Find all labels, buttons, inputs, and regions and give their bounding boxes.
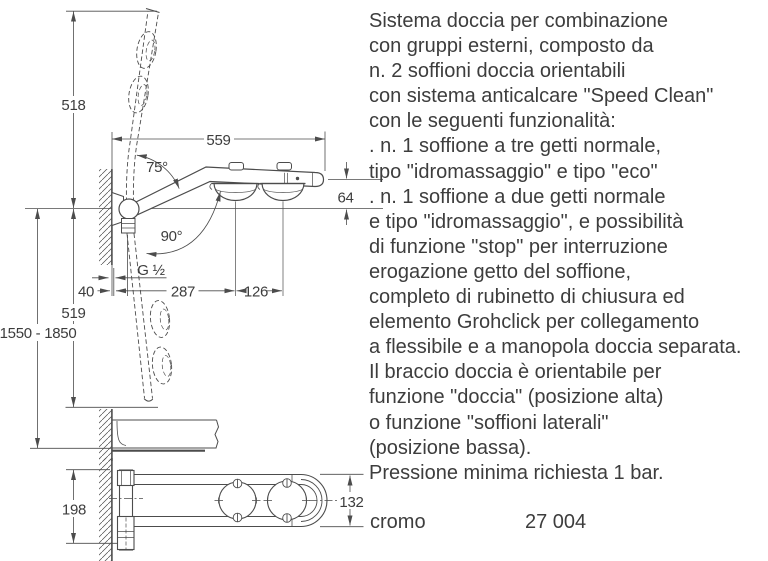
shower-head-2 bbox=[258, 184, 306, 201]
dim-126-label: 126 bbox=[243, 283, 269, 301]
description-line: (posizione bassa). bbox=[369, 436, 532, 459]
dim-198-label: 198 bbox=[61, 501, 87, 519]
description-line: . n. 1 soffione a tre getti normale, bbox=[369, 135, 662, 158]
description-line: n. 2 soffioni doccia orientabili bbox=[369, 60, 626, 83]
wall-hatch-tray bbox=[99, 409, 112, 461]
head2-knob bbox=[277, 163, 292, 171]
description-line: completo di rubinetto di chiusura ed bbox=[369, 286, 685, 309]
product-description bbox=[369, 9, 767, 486]
tray-break-edge bbox=[215, 420, 219, 448]
shower-head-1-plan bbox=[215, 479, 261, 522]
description-line: funzione "doccia" (posizione alta) bbox=[369, 386, 664, 409]
shower-tray-section bbox=[99, 409, 219, 461]
dimensions-side-view bbox=[0, 11, 383, 448]
description-line: Pressione minima richiesta 1 bar. bbox=[369, 461, 664, 484]
dim-75deg-label: 75° bbox=[146, 159, 168, 176]
head1-knob bbox=[229, 163, 244, 171]
bracket-plan bbox=[109, 470, 143, 550]
description-line: con sistema anticalcare "Speed Clean" bbox=[369, 85, 714, 108]
dim-40-label: 40 bbox=[77, 283, 95, 301]
description-line: e tipo "idromassaggio", e possibilità bbox=[369, 210, 684, 233]
description-line: con gruppi esterni, composto da bbox=[369, 35, 654, 58]
wall-hatch-plan bbox=[99, 458, 112, 561]
plan-view bbox=[61, 458, 364, 561]
pivot-ball-joint bbox=[119, 199, 139, 219]
dim-64-label: 64 bbox=[337, 189, 354, 207]
dim-install-height-label: 1550 - 1850 bbox=[0, 325, 77, 342]
dim-287-label: 287 bbox=[170, 283, 196, 301]
shower-head-1 bbox=[210, 184, 259, 201]
dim-518-label: 518 bbox=[61, 97, 86, 114]
shower-arm-assembly bbox=[112, 163, 324, 234]
description-line: tipo "idromassaggio" e tipo "eco" bbox=[369, 160, 658, 183]
dim-519-label: 519 bbox=[61, 305, 86, 322]
description-line: elemento Grohclick per collegamento bbox=[369, 311, 700, 334]
dim-thread-label: G ½ bbox=[137, 262, 165, 279]
product-code: 27 004 bbox=[525, 511, 587, 533]
dim-90deg-label: 90° bbox=[160, 228, 183, 245]
description-line: Il braccio doccia è orientabile per bbox=[369, 361, 662, 384]
description-line: o funzione "soffioni laterali" bbox=[369, 411, 609, 434]
finish-label: cromo bbox=[370, 511, 426, 533]
description-line: Sistema doccia per combinazione bbox=[369, 10, 669, 32]
dim-559-label: 559 bbox=[206, 132, 231, 149]
wall-section-plan bbox=[99, 458, 112, 561]
dim-132-label: 132 bbox=[339, 494, 364, 511]
g-half-fitting bbox=[122, 219, 136, 234]
description-line: con le seguenti funzionalità: bbox=[369, 110, 616, 133]
side-view bbox=[0, 9, 383, 462]
description-line: . n. 1 soffione a due getti normale bbox=[369, 185, 666, 208]
wall-hatch bbox=[99, 169, 112, 265]
arm-button-dot bbox=[296, 177, 299, 180]
description-line: a flessibile e a manopola doccia separata. bbox=[369, 336, 742, 359]
description-line: di funzione "stop" per interruzione bbox=[369, 235, 668, 258]
wall-section-upper bbox=[99, 169, 112, 265]
shower-head-2-plan bbox=[264, 479, 311, 523]
lowered-arm-phantom bbox=[127, 234, 173, 402]
description-line: erogazione getto del soffione, bbox=[369, 260, 632, 283]
